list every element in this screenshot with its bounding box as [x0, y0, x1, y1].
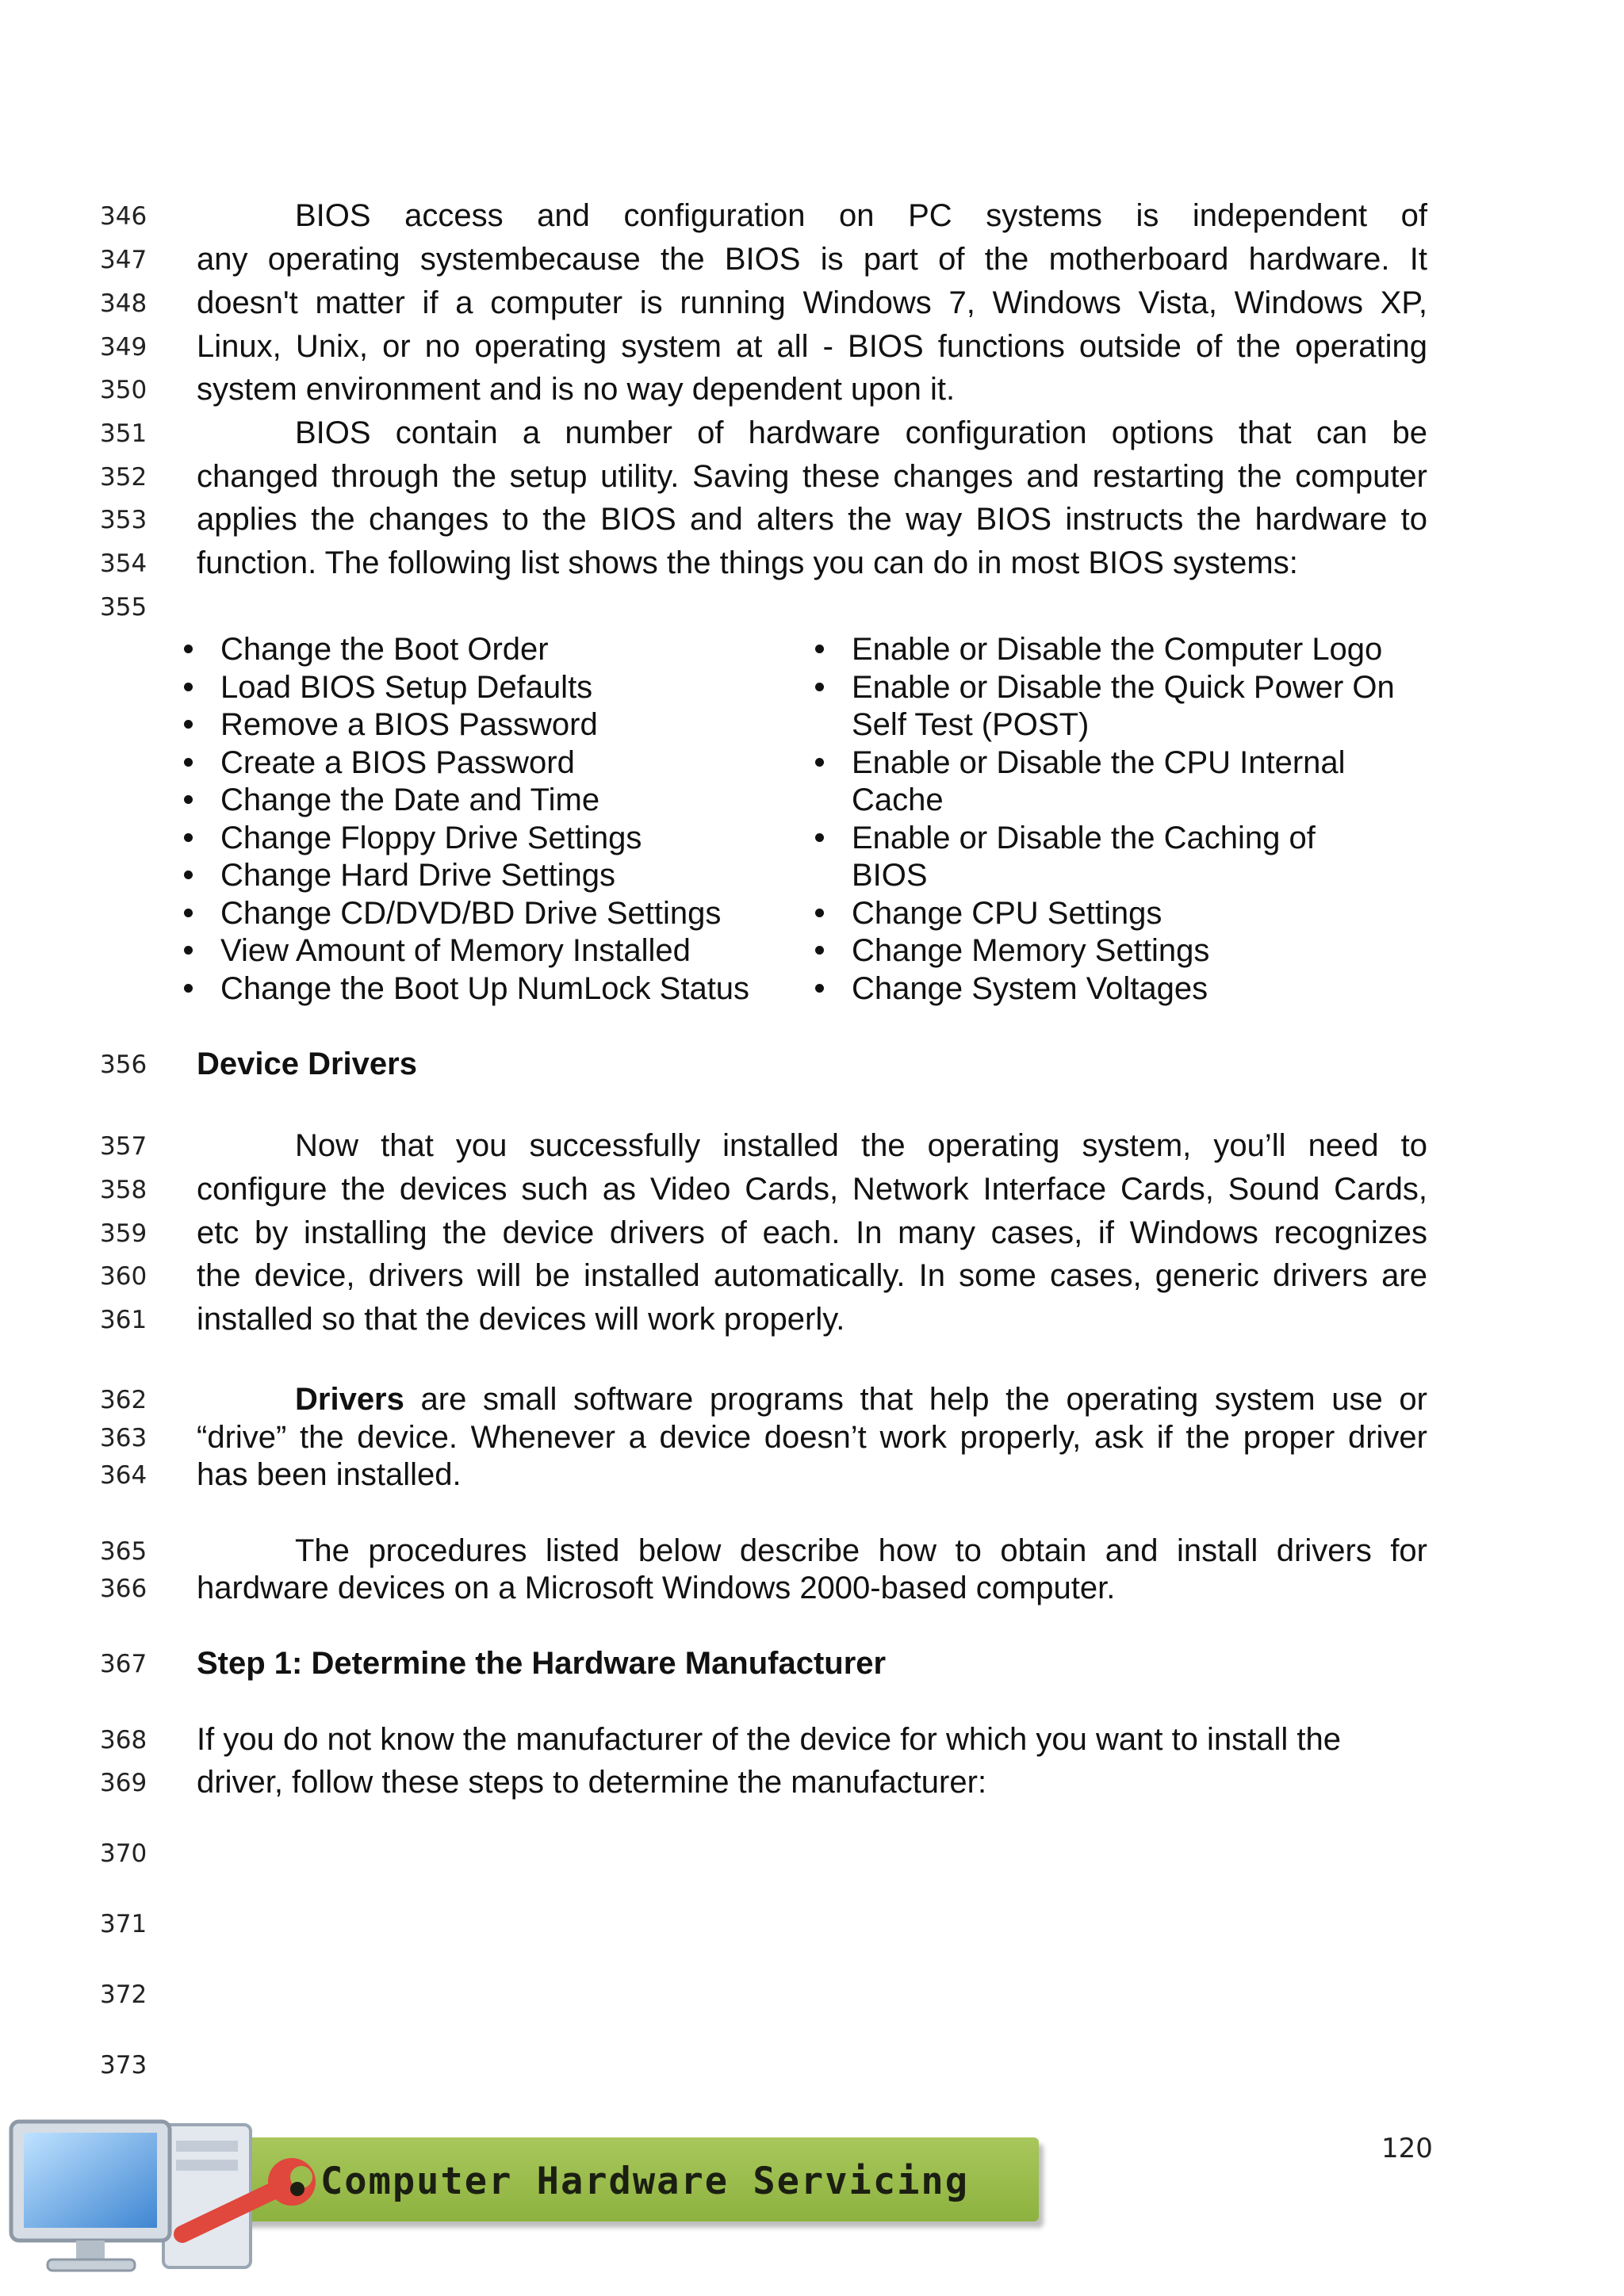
bullet-icon	[184, 871, 193, 879]
bullet-icon	[815, 758, 824, 767]
text-line: applies the changes to the BIOS and alters the way BIOS instructs the hardware to	[197, 502, 1427, 537]
text-line: installed so that the devices will work properly.	[197, 1302, 845, 1337]
footer-banner-title: Computer Hardware Servicing	[320, 2160, 970, 2203]
page-number: 120	[1381, 2133, 1433, 2164]
line-number: 362	[100, 1386, 147, 1414]
line-number: 354	[100, 549, 147, 578]
line-number: 349	[100, 333, 147, 362]
text-line: any operating systembecause the BIOS is part of the motherboard hardware. It	[197, 242, 1427, 277]
line-number: 363	[100, 1424, 147, 1452]
line-number: 373	[100, 2051, 147, 2080]
bullet-icon	[184, 946, 193, 955]
text-line: has been installed.	[197, 1457, 462, 1492]
text-line: BIOS access and configuration on PC systems is independent of	[295, 198, 1427, 233]
section-heading-device-drivers: Device Drivers	[197, 1047, 417, 1081]
line-number: 351	[100, 419, 147, 448]
text-line: changed through the setup utility. Saving these changes and restarting the computer	[197, 459, 1427, 494]
bullet-icon	[184, 795, 193, 804]
text-line: function. The following list shows the things you can do in most BIOS systems:	[197, 545, 1298, 580]
line-number: 369	[100, 1769, 147, 1797]
bullet-icon	[184, 909, 193, 917]
line-number: 365	[100, 1537, 147, 1566]
term-drivers: Drivers	[295, 1382, 404, 1417]
text-line: If you do not know the manufacturer of the device for which you want to install the	[197, 1722, 1342, 1757]
line-number: 370	[100, 1839, 147, 1868]
line-number: 346	[100, 202, 147, 231]
line-number: 355	[100, 593, 147, 622]
bullet-icon	[184, 645, 193, 653]
text-line: driver, follow these steps to determine the manufacturer:	[197, 1765, 987, 1800]
bullet-icon	[815, 833, 824, 842]
line-number: 372	[100, 1980, 147, 2009]
bullet-icon	[184, 758, 193, 767]
text-line: Drivers are small software programs that help the operating system use or	[295, 1382, 1427, 1417]
line-number: 367	[100, 1650, 147, 1678]
bullet-icon	[815, 984, 824, 993]
text-line: The procedures listed below describe how to obtain and install drivers for	[295, 1533, 1427, 1568]
bullet-icon	[184, 720, 193, 729]
bullet-icon	[815, 909, 824, 917]
line-number: 360	[100, 1262, 147, 1291]
text-line: Linux, Unix, or no operating system at all - BIOS functions outside of the operating	[197, 329, 1427, 364]
text-line: etc by installing the device drivers of each. In many cases, if Windows recognizes	[197, 1215, 1427, 1250]
line-number: 357	[100, 1132, 147, 1161]
line-number: 371	[100, 1910, 147, 1938]
section-heading-step-1: Step 1: Determine the Hardware Manufacturer	[197, 1646, 887, 1681]
text-line: “drive” the device. Whenever a device doesn’t work properly, ask if the proper driver	[197, 1420, 1427, 1455]
bullet-icon	[184, 683, 193, 691]
text-line: the device, drivers will be installed automatically. In some cases, generic drivers are	[197, 1258, 1427, 1293]
line-number: 361	[100, 1306, 147, 1334]
line-number: 366	[100, 1575, 147, 1603]
bullet-icon	[184, 984, 193, 993]
line-number: 348	[100, 289, 147, 318]
wrench-icon	[167, 2156, 325, 2244]
text-line: BIOS contain a number of hardware configuration options that can be	[295, 415, 1427, 450]
bullet-icon	[815, 946, 824, 955]
line-number: 368	[100, 1726, 147, 1755]
line-number: 364	[100, 1461, 147, 1490]
bullet-icon	[815, 683, 824, 691]
line-number: 353	[100, 506, 147, 534]
text-line: system environment and is no way dependent upon it.	[197, 372, 956, 407]
bullet-icon	[815, 645, 824, 653]
line-number: 347	[100, 246, 147, 274]
text-line: hardware devices on a Microsoft Windows 2000-based computer.	[197, 1571, 1116, 1605]
line-number: 350	[100, 376, 147, 404]
text-line: doesn't matter if a computer is running Windows 7, Windows Vista, Windows XP,	[197, 285, 1427, 320]
bullet-icon	[184, 833, 193, 842]
line-number: 356	[100, 1050, 147, 1079]
line-number: 359	[100, 1219, 147, 1248]
text-line: Now that you successfully installed the operating system, you’ll need to	[295, 1128, 1427, 1163]
line-number: 358	[100, 1176, 147, 1204]
text-line: configure the devices such as Video Cards, Network Interface Cards, Sound Cards,	[197, 1172, 1427, 1207]
line-number: 352	[100, 463, 147, 492]
